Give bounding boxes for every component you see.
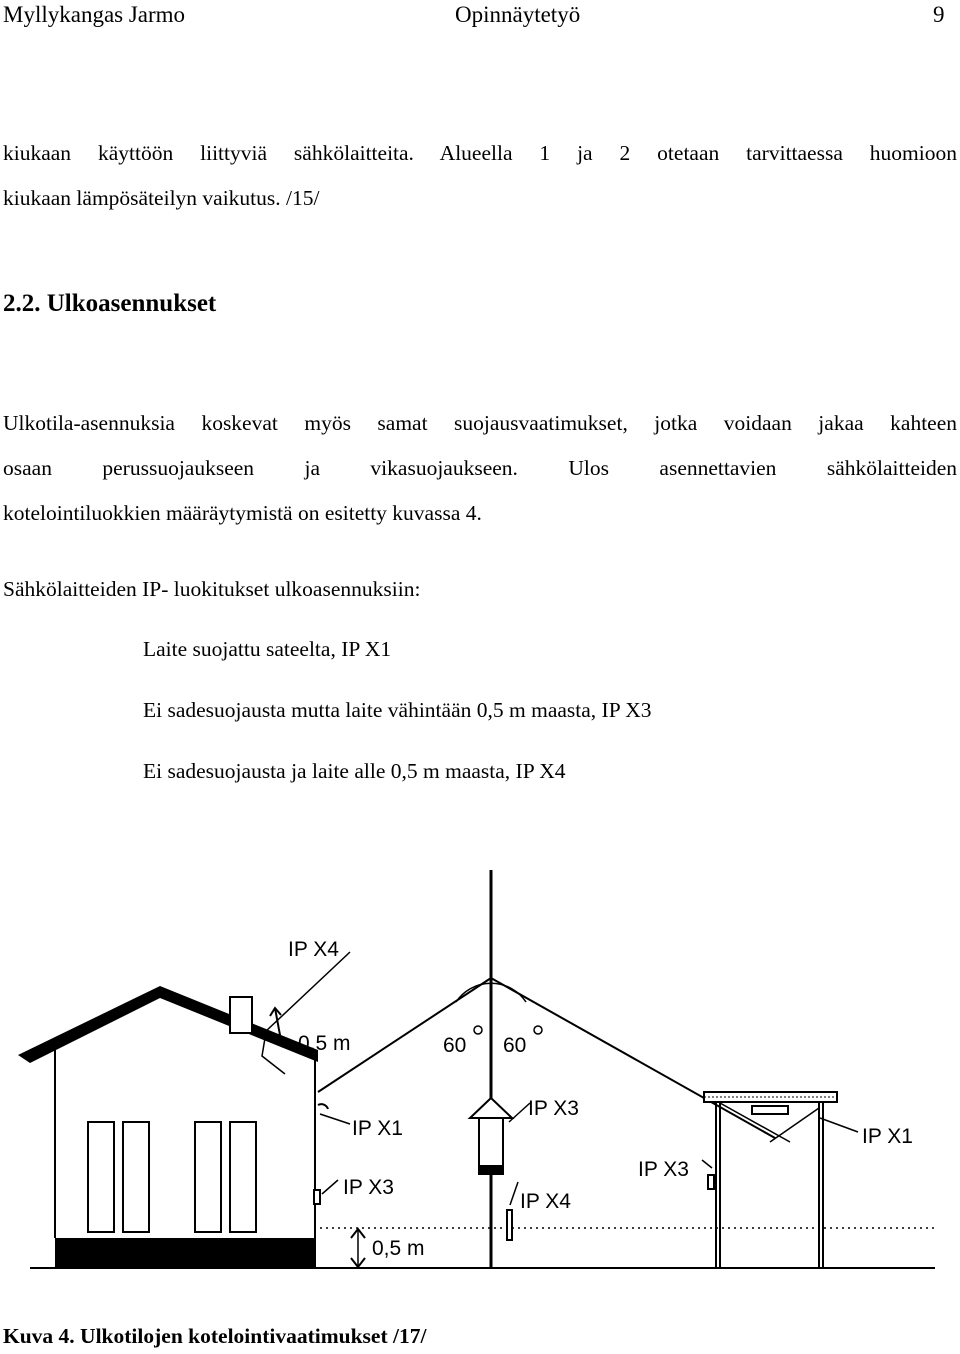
header-title: Opinnäytetyö [455, 2, 581, 27]
canopy [704, 1092, 837, 1268]
label-ip-x4-low: IP X4 [520, 1190, 571, 1213]
wall-device [314, 1190, 320, 1204]
degree-symbol [474, 1026, 482, 1034]
label-ip-x3-wall: IP X3 [343, 1176, 394, 1199]
intro-line-2: kiukaan lämpösäteilyn vaikutus. /15/ [3, 186, 320, 210]
label-ip-x1-eave: IP X1 [352, 1117, 403, 1140]
list-item: Laite suojattu sateelta, IP X1 [143, 637, 392, 661]
label-ip-x3-post: IP X3 [638, 1158, 689, 1181]
list-item: Ei sadesuojausta ja laite alle 0,5 m maasta, IP X4 [143, 759, 566, 783]
label-angle-right: 60 [503, 1034, 527, 1057]
figure-ip-diagram [0, 860, 960, 1300]
section-heading: 2.2. Ulkoasennukset [3, 290, 217, 317]
page-number: 9 [933, 2, 945, 27]
chimney [230, 997, 252, 1033]
intro-line-1: kiukaan käyttöön liittyviä sähkölaitteita. Alueella 1 ja 2 otetaan tarvittaessa huomioon [3, 141, 957, 165]
label-ip-x4-roof: IP X4 [288, 938, 339, 961]
eave-lamp [318, 1104, 328, 1109]
paragraph-line-2: osaan perussuojaukseen ja vikasuojaukseen. Ulos asennettavien sähkölaitteiden [3, 456, 957, 480]
house-foundation [55, 1238, 315, 1268]
label-ip-x3-lamp: IP X3 [528, 1097, 579, 1120]
paragraph-line-1: Ulkotila-asennuksia koskevat myös samat suojausvaatimukset, jotka voidaan jakaa kahteen [3, 411, 957, 435]
label-distance-ground: 0,5 m [372, 1237, 425, 1260]
window [88, 1122, 114, 1232]
label-ip-x1-canopy: IP X1 [862, 1125, 913, 1148]
ip-x4-leader [265, 952, 350, 1032]
figure-caption: Kuva 4. Ulkotilojen kotelointivaatimukset /17/ [3, 1324, 427, 1348]
house [18, 986, 328, 1268]
label-angle-left: 60 [443, 1034, 467, 1057]
post-device [708, 1175, 714, 1189]
degree-symbol [534, 1026, 542, 1034]
paragraph-line-3: kotelointiluokkien määräytymistä on esitetty kuvassa 4. [3, 501, 482, 525]
list-intro: Sähkölaitteiden IP- luokitukset ulkoasennuksiin: [3, 577, 421, 601]
window [230, 1122, 256, 1232]
list-item: Ei sadesuojausta mutta laite vähintään 0,5 m maasta, IP X3 [143, 698, 652, 722]
header-author: Myllykangas Jarmo [3, 2, 186, 27]
low-device [507, 1210, 512, 1240]
label-distance-roof: 0,5 m [298, 1032, 351, 1055]
window [195, 1122, 221, 1232]
window [123, 1122, 149, 1232]
